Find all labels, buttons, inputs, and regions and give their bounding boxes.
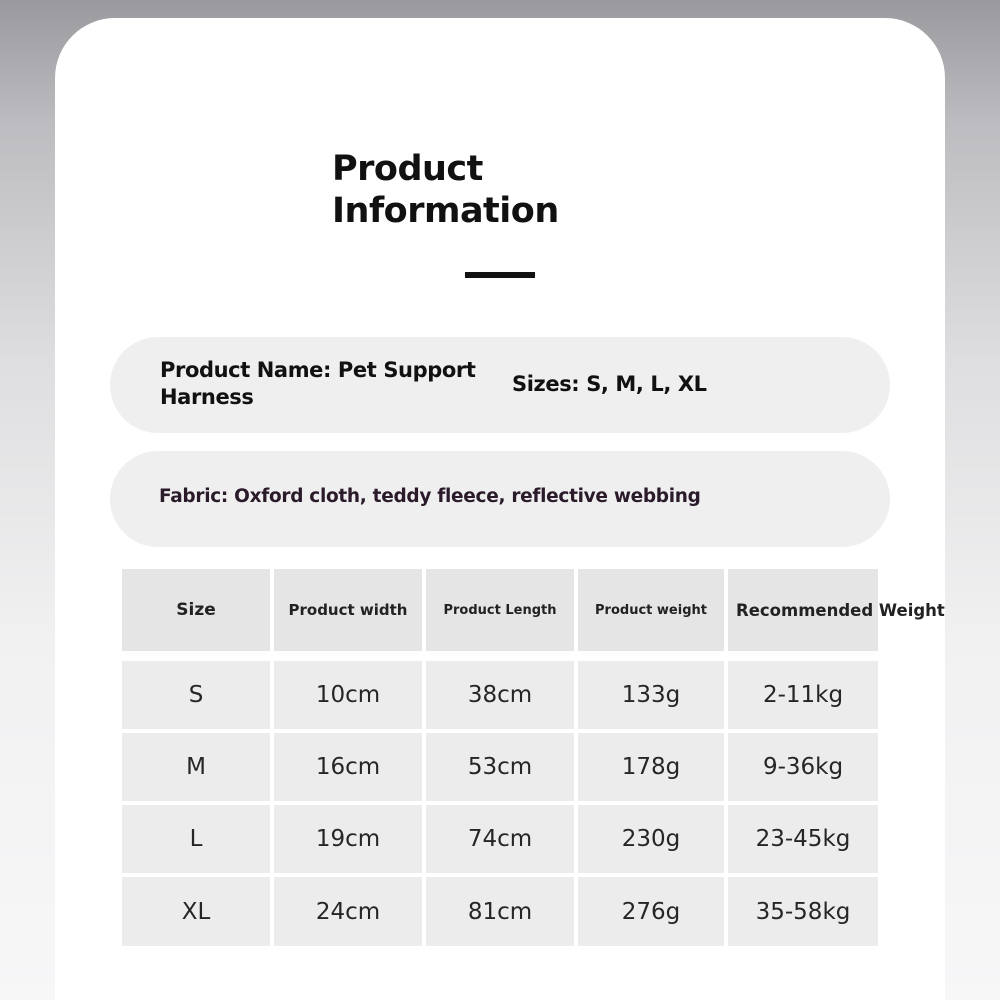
product-name-panel	[110, 337, 890, 433]
table-cell: 276g	[578, 877, 724, 946]
fabric-panel	[110, 451, 890, 547]
table-cell: 16cm	[274, 733, 422, 801]
table-cell: 53cm	[426, 733, 574, 801]
sizes-text: Sizes: S, M, L, XL	[512, 372, 707, 396]
table-cell: 178g	[578, 733, 724, 801]
table-header-cell: Product width	[274, 569, 422, 651]
table-cell: 24cm	[274, 877, 422, 946]
table-cell: 74cm	[426, 805, 574, 873]
title-underline	[465, 272, 535, 278]
table-cell: S	[122, 661, 270, 729]
table-cell: 2-11kg	[728, 661, 878, 729]
fabric-text: Fabric: Oxford cloth, teddy fleece, reflective webbing	[159, 486, 701, 507]
table-cell: 35-58kg	[728, 877, 878, 946]
table-cell: 23-45kg	[728, 805, 878, 873]
table-cell: M	[122, 733, 270, 801]
table-header-cell: Product weight	[578, 569, 724, 651]
table-header-cell: Size	[122, 569, 270, 651]
table-header-cell: Recommended Weight	[728, 569, 878, 651]
table-header-cell: Product Length	[426, 569, 574, 651]
table-cell: 81cm	[426, 877, 574, 946]
table-cell: 9-36kg	[728, 733, 878, 801]
table-cell: 38cm	[426, 661, 574, 729]
page-title: Product Information	[332, 149, 559, 231]
table-cell: 19cm	[274, 805, 422, 873]
table-cell: 230g	[578, 805, 724, 873]
table-cell: 133g	[578, 661, 724, 729]
product-name-text: Product Name: Pet Support Harness	[160, 358, 476, 409]
table-cell: L	[122, 805, 270, 873]
table-cell: XL	[122, 877, 270, 946]
table-cell: 10cm	[274, 661, 422, 729]
